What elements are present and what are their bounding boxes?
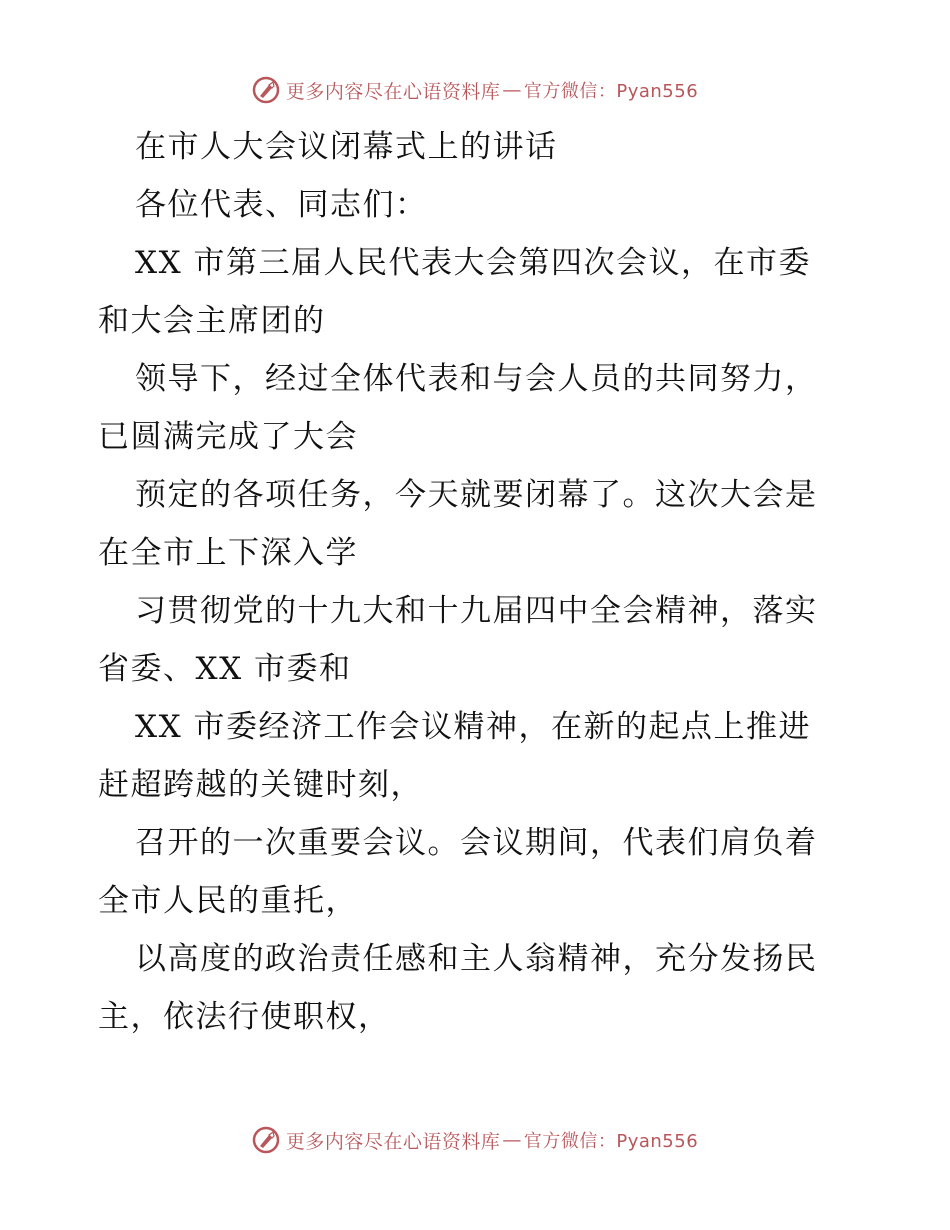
footer-watermark: [0, 1120, 950, 1160]
paragraph-line: 已圆满完成了大会: [98, 419, 358, 455]
watermark-dash: —: [502, 1129, 522, 1151]
watermark-contact-text: 官方微信：Pyan556: [523, 1131, 699, 1152]
document-title: 在市人大会议闭幕式上的讲话: [135, 129, 558, 165]
paragraph-line: 以高度的政治责任感和主人翁精神，充分发扬民: [135, 941, 818, 977]
pen-nib-icon: [252, 1126, 280, 1154]
paragraph-line: 召开的一次重要会议。会议期间，代表们肩负着: [135, 825, 818, 861]
paragraph-line: 习贯彻党的十九大和十九届四中全会精神，落实: [135, 593, 818, 629]
paragraph-line: XX 市第三届人民代表大会第四次会议，在市委: [135, 245, 811, 281]
watermark-contact-text: 官方微信：Pyan556: [523, 81, 699, 102]
paragraph-line: 预定的各项任务，今天就要闭幕了。这次大会是: [135, 477, 818, 513]
watermark-site-text: 更多内容尽在心语资料库: [285, 80, 501, 103]
paragraph-line: 领导下，经过全体代表和与会人员的共同努力，: [135, 361, 818, 397]
paragraph-line: 全市人民的重托，: [98, 883, 358, 919]
watermark-site-text: 更多内容尽在心语资料库: [285, 1130, 501, 1153]
paragraph-line: 省委、XX 市委和: [98, 651, 352, 687]
paragraph-line: XX 市委经济工作会议精神，在新的起点上推进: [135, 709, 811, 745]
watermark-dash: —: [502, 79, 522, 101]
paragraph-line: 赶超跨越的关键时刻，: [98, 767, 423, 803]
paragraph-line: 和大会主席团的: [98, 303, 326, 339]
paragraph-line: 在全市上下深入学: [98, 535, 358, 571]
paragraph-line: 主，依法行使职权，: [98, 999, 391, 1035]
salutation: 各位代表、同志们：: [135, 187, 428, 223]
